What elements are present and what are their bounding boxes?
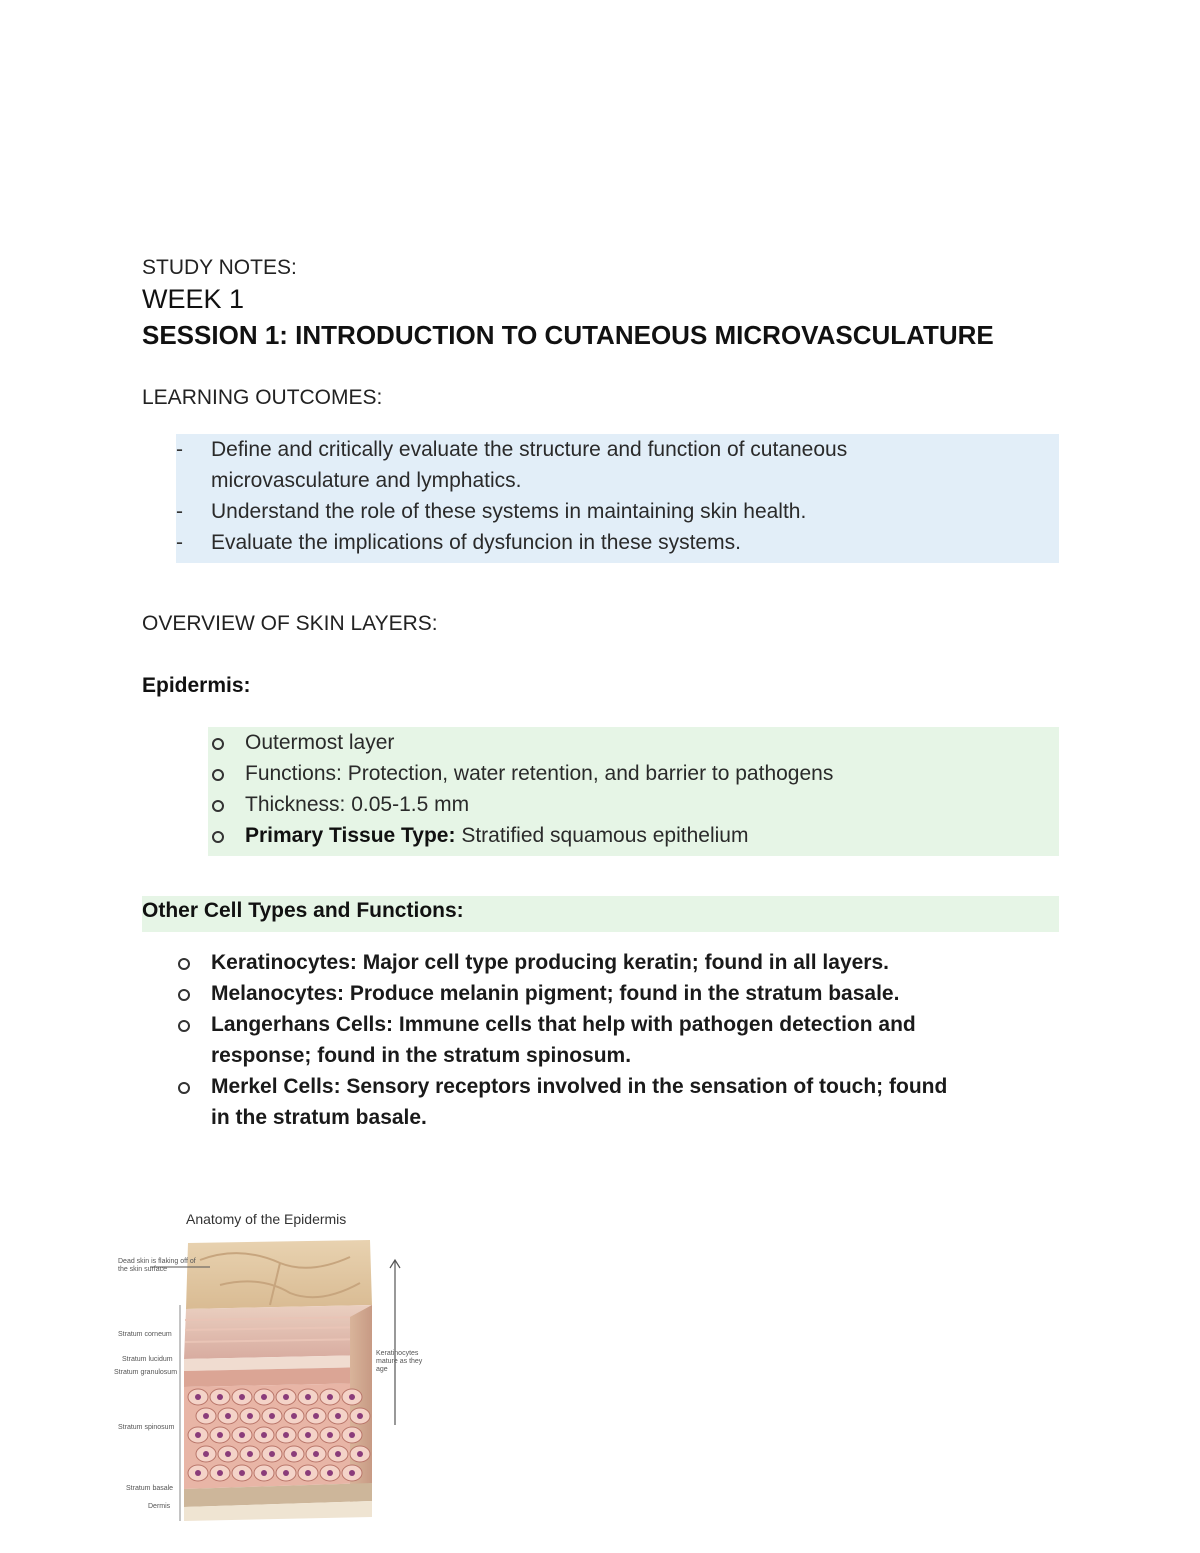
cell-nucleus	[203, 1413, 209, 1419]
cell-nucleus	[261, 1470, 267, 1476]
cell-nucleus	[225, 1413, 231, 1419]
list-item: Outermost layer	[245, 731, 395, 754]
cell-nucleus	[225, 1451, 231, 1457]
bullet-circle-icon	[178, 1020, 190, 1032]
cell-nucleus	[261, 1394, 267, 1400]
cell-nucleus	[217, 1394, 223, 1400]
cell-nucleus	[357, 1451, 363, 1457]
cell-nucleus	[305, 1394, 311, 1400]
week-heading: WEEK 1	[142, 284, 245, 314]
bullet-circle-icon	[212, 831, 224, 843]
bullet-circle-icon	[212, 769, 224, 781]
list-dash: -	[176, 438, 183, 461]
figure-label-dermis: Dermis	[148, 1503, 171, 1510]
list-item: Thickness: 0.05-1.5 mm	[245, 793, 470, 816]
cell-nucleus	[269, 1413, 275, 1419]
list-dash: -	[176, 500, 183, 523]
list-item: Evaluate the implications of dysfuncion in these systems.	[211, 531, 741, 554]
list-item: Functions: Protection, water retention, and barrier to pathogens	[245, 762, 834, 785]
cell-nucleus	[195, 1394, 201, 1400]
list-item: Merkel Cells: Sensory receptors involved in the sensation of touch; found	[211, 1075, 948, 1098]
cell-nucleus	[269, 1451, 275, 1457]
other-cells-heading: Other Cell Types and Functions:	[142, 899, 464, 922]
bullet-circle-icon	[212, 738, 224, 750]
figure-label-spinosum: Stratum spinosum	[118, 1424, 175, 1431]
list-item	[245, 820, 748, 851]
cell-nucleus	[357, 1413, 363, 1419]
cell-nucleus	[349, 1470, 355, 1476]
cell-nucleus	[327, 1470, 333, 1476]
cell-nucleus	[247, 1451, 253, 1457]
cell-nucleus	[283, 1394, 289, 1400]
cell-nucleus	[335, 1451, 341, 1457]
bullet-circle-icon	[178, 989, 190, 1001]
cell-nucleus	[261, 1432, 267, 1438]
cell-nucleus	[195, 1432, 201, 1438]
cell-nucleus	[313, 1451, 319, 1457]
cell-nucleus	[239, 1470, 245, 1476]
study-notes-label: STUDY NOTES:	[142, 256, 297, 279]
cell-nucleus	[239, 1432, 245, 1438]
primary-tissue-label: Primary Tissue Type:	[245, 824, 456, 847]
list-item: response; found in the stratum spinosum.	[211, 1044, 632, 1067]
cell-nucleus	[195, 1470, 201, 1476]
cell-nucleus	[349, 1394, 355, 1400]
cell-nucleus	[313, 1413, 319, 1419]
figure-label-surface: Dead skin is flaking off of the skin surface	[118, 1258, 196, 1273]
figure-label-lucidum: Stratum lucidum	[122, 1356, 173, 1363]
cell-nucleus	[217, 1432, 223, 1438]
figure-title: Anatomy of the Epidermis	[186, 1211, 347, 1227]
list-item: Keratinocytes: Major cell type producing keratin; found in all layers.	[211, 951, 889, 974]
overview-heading: OVERVIEW OF SKIN LAYERS:	[142, 612, 438, 635]
cell-nucleus	[327, 1394, 333, 1400]
cell-nucleus	[239, 1394, 245, 1400]
cell-nucleus	[305, 1470, 311, 1476]
figure-label-basale: Stratum basale	[126, 1485, 174, 1492]
cell-nucleus	[349, 1432, 355, 1438]
list-item: microvasculature and lymphatics.	[211, 469, 522, 492]
list-item: Melanocytes: Produce melanin pigment; found in the stratum basale.	[211, 982, 900, 1005]
session-title: SESSION 1: INTRODUCTION TO CUTANEOUS MICROVASCULATURE	[142, 320, 994, 350]
list-item: in the stratum basale.	[211, 1106, 427, 1129]
learning-outcomes-heading: LEARNING OUTCOMES:	[142, 386, 383, 409]
bullet-circle-icon	[212, 800, 224, 812]
list-item: Understand the role of these systems in maintaining skin health.	[211, 500, 807, 523]
epidermis-heading: Epidermis:	[142, 674, 251, 697]
cell-nucleus	[305, 1432, 311, 1438]
figure-label-keratinocytes: Keratinocytes mature as they age	[376, 1350, 423, 1373]
cell-nucleus	[247, 1413, 253, 1419]
cell-nucleus	[283, 1432, 289, 1438]
cell-nucleus	[291, 1451, 297, 1457]
bullet-circle-icon	[178, 1082, 190, 1094]
list-dash: -	[176, 531, 183, 554]
figure-label-granulosum: Stratum granulosum	[114, 1369, 178, 1376]
cell-nucleus	[291, 1413, 297, 1419]
cell-nucleus	[283, 1470, 289, 1476]
cell-nucleus	[203, 1451, 209, 1457]
cell-nucleus	[335, 1413, 341, 1419]
primary-tissue-value: Stratified squamous epithelium	[455, 824, 749, 847]
cell-nucleus	[327, 1432, 333, 1438]
bullet-circle-icon	[178, 958, 190, 970]
cell-nucleus	[217, 1470, 223, 1476]
list-item: Define and critically evaluate the structure and function of cutaneous	[211, 438, 848, 461]
list-item: Langerhans Cells: Immune cells that help with pathogen detection and	[211, 1013, 916, 1036]
figure-label-corneum: Stratum corneum	[118, 1331, 172, 1338]
